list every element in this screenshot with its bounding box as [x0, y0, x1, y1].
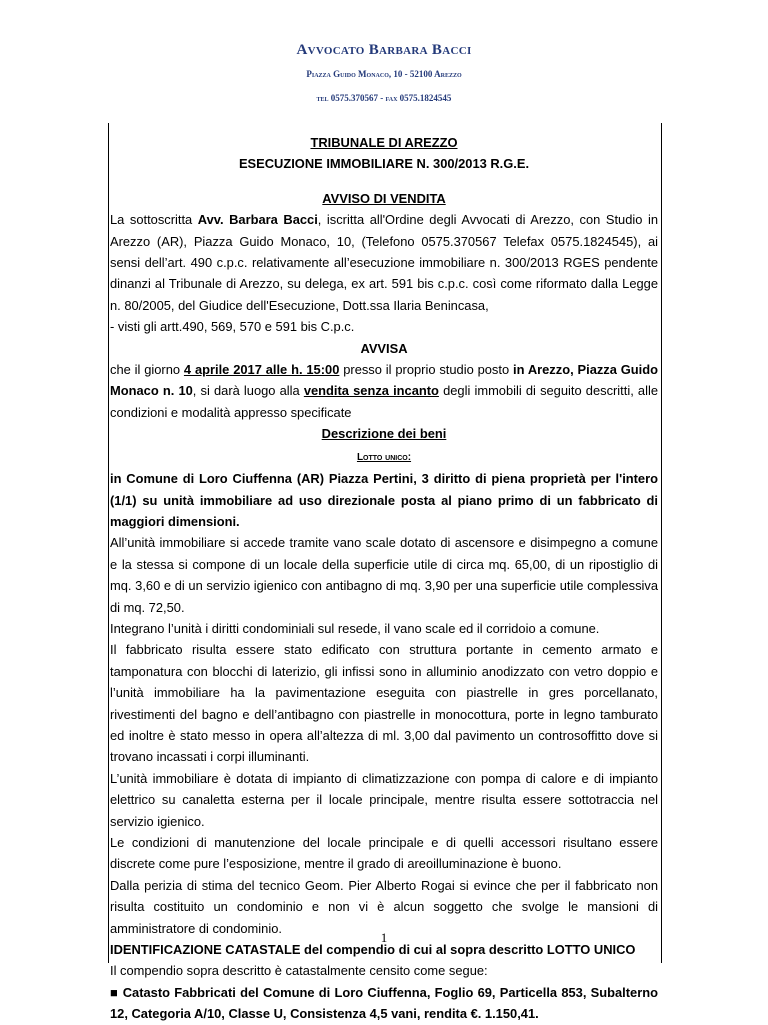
intro-visti: - visti gli artt.490, 569, 570 e 591 bis C.p.c. [110, 319, 355, 335]
lawyer-mention: Avv. Barbara Bacci [197, 212, 318, 228]
desc-paragraph-5: Le condizioni di manutenzione del locale principale e di quelli accessori risultano essere discrete come pure l’esposizione, mentre il grado di areoilluminazione è buono. [110, 835, 658, 872]
lawyer-phone: tel 0575.370567 - fax 0575.1824545 [316, 93, 452, 103]
lawyer-name: Avvocato Barbara Bacci [296, 42, 472, 58]
avvisa-paragraph: che il giorno 4 aprile 2017 alle h. 15:00 presso il proprio studio posto in Arezzo, Piazza Guido Monaco n. 10, si darà luogo alla vendita senza incanto degli immobili di seguito descritti, alle condizioni e modalità appresso specificate [110, 362, 659, 420]
intro-paragraph: La sottoscritta Avv. Barbara Bacci, iscritta all'Ordine degli Avvocati di Arezzo, con Studio in Arezzo (AR), Piazza Guido Monaco, 10, (Telefono 0575.370567 Telefax 0575.1824545), ai sensi dell’art. 490 c.p.c. relativamente all’esecuzione immobiliare n. 300/2013 RGES pendente dinanzi al Tribunale di Arezzo, su delega, ex art. 591 bis c.p.c. così come riformato dalla Legge n. 80/2005, del Giudice dell'Esecuzione, Dott.ssa Ilaria Benincasa, [110, 212, 658, 313]
document-body [110, 132, 658, 1025]
case-number: ESECUZIONE IMMOBILIARE N. 300/2013 R.G.E. [238, 156, 530, 172]
avvisa-title: AVVISA [360, 340, 408, 356]
desc-paragraph-1: All’unità immobiliare si accede tramite vano scale dotato di ascensore e disimpegno a comune e la stessa si compone di un locale della superficie utile di circa mq. 65,00, di un ripostiglio di mq. 3,60 e di un servizio igienico con antibagno di mq. 3,90 per una superficie utile complessiva di mq. 72,50. [110, 535, 658, 615]
sale-place: in Arezzo, Piazza Guido Monaco n. 10 [110, 362, 659, 399]
desc-paragraph-2: Integrano l’unità i diritti condominiali sul resede, il vano scale ed il corridoio a comune. [110, 620, 600, 636]
description-title: Descrizione dei beni [321, 426, 447, 442]
lot-summary: in Comune di Loro Ciuffenna (AR) Piazza Pertini, 3 diritto di piena proprietà per l'intero (1/1) su unità immobiliare ad uso direzionale posta al piano primo di un fabbricato di maggiori dimensioni. [110, 471, 658, 529]
lawyer-address: Piazza Guido Monaco, 10 - 52100 Arezzo [306, 69, 462, 79]
sale-type: vendita senza incanto [303, 383, 439, 399]
desc-paragraph-4: L’unità immobiliare è dotata di impianto di climatizzazione con pompa di calore e di impianto elettrico su canaletta esterna per il locale principale, mentre risulta essere sottotraccia nel servizio igienico. [110, 770, 658, 829]
sale-date: 4 aprile 2017 alle h. 15:00 [183, 362, 340, 378]
court-title: TRIBUNALE DI AREZZO [310, 135, 458, 150]
desc-paragraph-6: Dalla perizia di stima del tecnico Geom. Pier Alberto Rogai si evince che per il fabbricato non risulta costituito un condominio e non vi è alcun soggetto che svolge le mansioni di amministratore di condominio. [110, 877, 658, 936]
desc-paragraph-3: Il fabbricato risulta essere stato edificato con struttura portante in cemento armato e tamponatura con blocchi di laterizio, gli infissi sono in alluminio anodizzato con vetro doppio e l’unità immobiliare ha la pavimentazione eseguita con piastrelle in gres porcellanato, rivestimenti del bagno e dell’antibagno con piastrelle in monocottura, porte in legno tamburato ed inoltre è stato messo in opera all’altezza di ml. 3,00 dal pavimento un controsoffitto dove si trovano incassati i corpi illuminanti. [110, 642, 658, 765]
page-number: 1 [380, 930, 388, 945]
cadastral-intro: Il compendio sopra descritto è catastalmente censito come segue: [110, 963, 488, 979]
lot-title: Lotto unico: [356, 451, 412, 463]
cadastral-title: IDENTIFICAZIONE CATASTALE del compendio di cui al sopra descritto LOTTO UNICO [110, 942, 636, 958]
cadastral-item: ■ Catasto Fabbricati del Comune di Loro Ciuffenna, Foglio 69, Particella 853, Subalterno 12, Categoria A/10, Classe U, Consistenza 4,5 vani, rendita €. 1.150,41. [110, 984, 658, 1022]
notice-title: AVVISO DI VENDITA [322, 190, 446, 206]
